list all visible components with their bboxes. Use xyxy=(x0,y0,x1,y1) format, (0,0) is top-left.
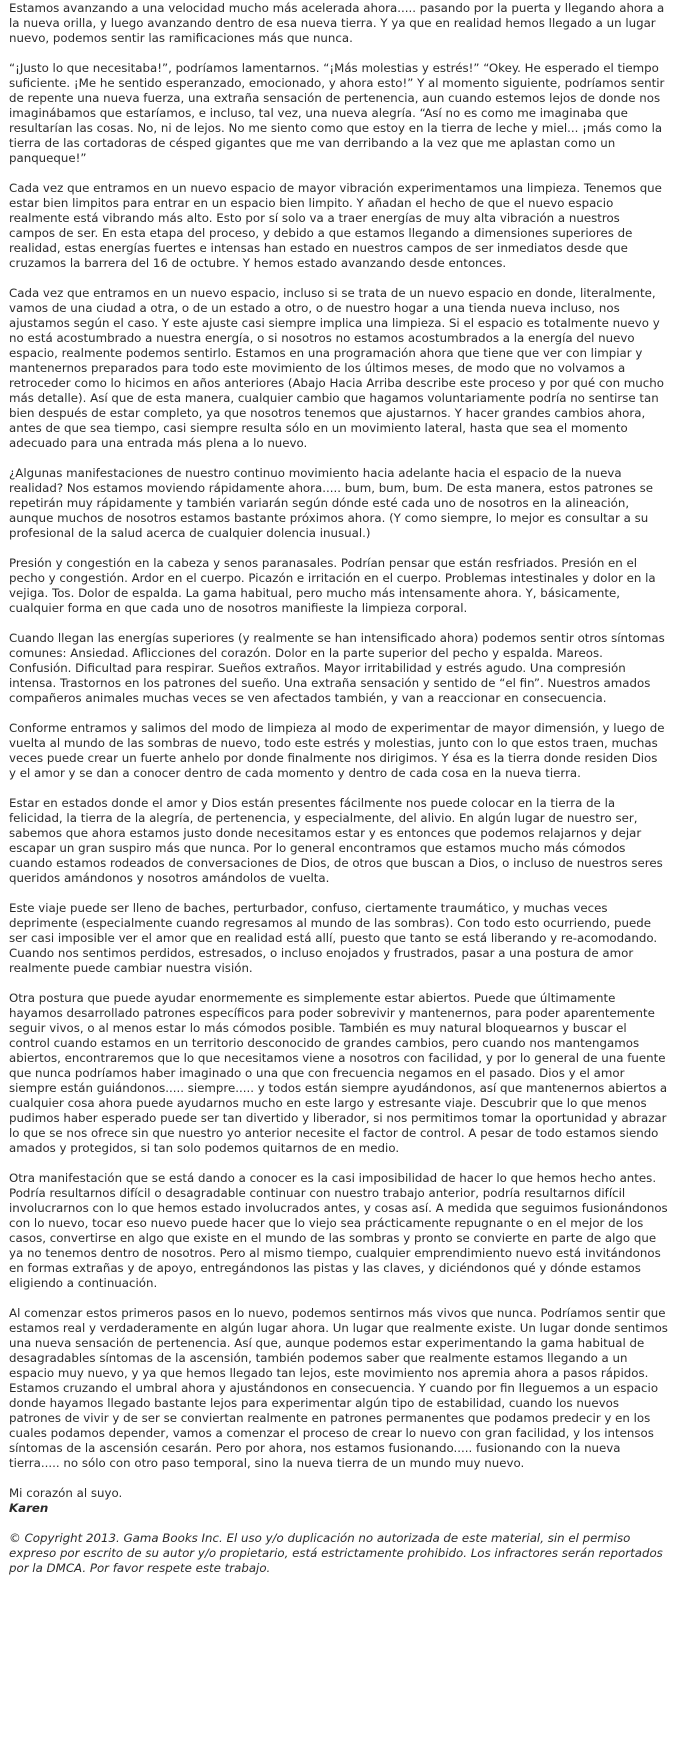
paragraph-5: ¿Algunas manifestaciones de nuestro continuo movimiento hacia adelante hacia el espacio de la nueva realidad? Nos estamos moviendo rápidamente ahora..... bum, bum, bum. De esta manera, estos patrones se repetirán muy rápidamente y también variarán según dónde esté cada uno de nosotros en la alineación, aunque muchos de nosotros estamos bastante próximos ahora. (Y como siempre, lo mejor es consultar a su profesional de la salud acerca de cualquier dolencia inusual.) xyxy=(9,466,654,540)
paragraph-10: Este viaje puede ser lleno de baches, perturbador, confuso, ciertamente traumático, y muchas veces deprimente (especialmente cuando regresamos al mundo de las sombras). Con todo esto ocurriendo, puede ser casi imposible ver el amor que en realidad está allí, puesto que tanto se está liberando y re-acomodando. Cuando nos sentimos perdidos, estresados, o incluso enojados y frustrados, pasar a una postura de amor realmente puede cambiar nuestra visión. xyxy=(9,901,658,975)
copyright-notice: © Copyright 2013. Gama Books Inc. El uso y/o duplicación no autorizada de este material, sin el permiso expreso por escrito de su autor y/o propietario, está estrictamente prohibido. Los infractores serán reportados por la DMCA. Por favor respete este trabajo. xyxy=(9,1531,663,1575)
signature-closing: Mi corazón al suyo. xyxy=(9,1486,123,1500)
paragraph-9: Estar en estados donde el amor y Dios están presentes fácilmente nos puede colocar en la tierra de la felicidad, la tierra de la alegría, de pertenencia, y especialmente, del alivio. En algún lugar de nuestro ser, sabemos que ahora estamos justo donde necesitamos estar y es entonces que podemos relajarnos y dejar escapar un gran suspiro más que nunca. Por lo general encontramos que estamos mucho más cómodos cuando estamos rodeados de conversaciones de Dios, de otros que buscan a Dios, o incluso de nuestros seres queridos amándonos y nosotros amándolos de vuelta. xyxy=(9,796,663,885)
paragraph-2: “¡Justo lo que necesitaba!”, podríamos lamentarnos. “¡Más molestias y estrés!” “Okey. He esperado el tiempo suficiente. ¡Me he sentido esperanzado, emocionado, y ahora esto!” Y al momento siguiente, podríamos sentir de repente una nueva fuerza, una extraña sensación de pertenencia, aun cuando estemos lejos de donde nos imaginábamos que estaríamos, e incluso, tal vez, una nueva alegría. “Así no es como me imaginaba que resultarían las cosas. No, ni de lejos. No me siento como que estoy en la tierra de leche y miel... ¡más como la tierra de las cortadoras de césped gigantes que me van derribando a la vez que me aplastan como un panqueque!” xyxy=(9,61,665,165)
paragraph-13: Al comenzar estos primeros pasos en lo nuevo, podemos sentirnos más vivos que nunca. Podríamos sentir que estamos real y verdaderamente en algún lugar ahora. Un lugar que realmente existe. Un lugar donde sentimos una nueva sensación de pertenencia. Así que, aunque podemos estar experimentando la gama habitual de desagradables síntomas de la ascensión, también podemos saber que realmente estamos llegando a un espacio muy nuevo, y ya que hemos llegado tan lejos, este movimiento nos apremia ahora a pasos rápidos. Estamos cruzando el umbral ahora y ajustándonos en consecuencia. Y cuando por fin lleguemos a un espacio donde hayamos llegado bastante lejos para experimentar algún tipo de estabilidad, cuando los nuevos patrones de vivir y de ser se conviertan realmente en patrones permanentes que podamos predecir y en los cuales podamos depender, vamos a comenzar el proceso de crear lo nuevo con gran facilidad, y los intensos síntomas de la ascensión cesarán. Pero por ahora, nos estamos fusionando..... fusionando con la nueva tierra..... no sólo con otro paso temporal, sino la nueva tierra de un mundo muy nuevo. xyxy=(9,1306,668,1470)
paragraph-8: Conforme entramos y salimos del modo de limpieza al modo de experimentar de mayor dimensión, y luego de vuelta al mundo de las sombras de nuevo, todo este estrés y molestias, junto con lo que estos traen, muchas veces puede crear un fuerte anhelo por donde finalmente nos dirigimos. Y ésa es la tierra donde residen Dios y el amor y se dan a conocer dentro de cada momento y dentro de cada cosa en la nueva tierra. xyxy=(9,721,665,780)
paragraph-6: Presión y congestión en la cabeza y senos paranasales. Podrían pensar que están resfriados. Presión en el pecho y congestión. Ardor en el cuerpo. Picazón e irritación en el cuerpo. Problemas intestinales y dolor en la vejiga. Tos. Dolor de espalda. La gama habitual, pero mucho más intensamente ahora. Y, básicamente, cualquier forma en que cada uno de nosotros manifieste la limpieza corporal. xyxy=(9,556,656,615)
signature-name: Karen xyxy=(9,1501,49,1515)
paragraph-12: Otra manifestación que se está dando a conocer es la casi imposibilidad de hacer lo que hemos hecho antes. Podría resultarnos difícil o desagradable continuar con nuestro trabajo anterior, podría resultarnos difícil involucrarnos con lo que hemos estado involucrados antes, y cosas así. A medida que seguimos fusionándonos con lo nuevo, tocar eso nuevo puede hacer que lo viejo sea prácticamente repugnante o en el mejor de los casos, convertirse en algo que existe en el mundo de las sombras y pronto se convierte en parte de algo que ya no tenemos dentro de nosotros. Pero al mismo tiempo, cualquier emprendimiento nuevo está invitándonos en formas extrañas y de apoyo, entregándonos las pistas y las claves, y diciéndonos qué y dónde estamos eligiendo a continuación. xyxy=(9,1171,668,1290)
paragraph-11: Otra postura que puede ayudar enormemente es simplemente estar abiertos. Puede que últimamente hayamos desarrollado patrones específicos para poder sobrevivir y mantenernos, para poder aparentemente seguir vivos, o al menos estar lo más cómodos posible. También es muy natural bloquearnos y buscar el control cuando estamos en un territorio desconocido de grandes cambios, pero cuando nos mantengamos abiertos, encontraremos que lo que necesitamos viene a nosotros con facilidad, y por lo general de una fuente que nunca podríamos haber imaginado o una que con frecuencia negamos en el pasado. Dios y el amor siempre están guiándonos..... siempre..... y todos están siempre ayudándonos, así que mantenernos abiertos a cualquier cosa ahora puede ayudarnos mucho en este largo y estresante viaje. Descubrir que lo que menos pudimos haber esperado puede ser tan divertido y liberador, si nos permitimos tomar la oportunidad y abrazar lo que se nos ofrece sin que nuestro yo anterior necesite el factor de control. A pesar de todo estamos siendo amados y protegidos, si tan solo podemos quitarnos de en medio. xyxy=(9,991,668,1155)
signature xyxy=(9,1486,668,1516)
paragraph-4: Cada vez que entramos en un nuevo espacio, incluso si se trata de un nuevo espacio en donde, literalmente, vamos de una ciudad a otra, o de un estado a otro, o de nuestro hogar a una tienda nueva incluso, nos ajustamos según el caso. Y este ajuste casi siempre implica una limpieza. Si el espacio es totalmente nuevo y no está acostumbrado a nuestra energía, o si nosotros no estamos acostumbrados a la energía del nuevo espacio, realmente podemos sentirlo. Estamos en una programación ahora que tiene que ver con limpiar y mantenernos preparados para todo este movimiento de los últimos meses, de modo que no volvamos a retroceder como lo hicimos en años anteriores (Abajo Hacia Arriba describe este proceso y por qué con mucho más detalle). Así que de esta manera, cualquier cambio que hagamos voluntariamente podría no sentirse tan bien después de estar completo, ya que nosotros tenemos que ajustarnos. Y hacer grandes cambios ahora, antes de que sea tiempo, casi siempre resulta sólo en un movimiento lateral, hasta que sea el momento adecuado para una entrada más plena a lo nuevo. xyxy=(9,286,664,450)
paragraph-7: Cuando llegan las energías superiores (y realmente se han intensificado ahora) podemos sentir otros síntomas comunes: Ansiedad. Aflicciones del corazón. Dolor en la parte superior del pecho y espalda. Mareos. Confusión. Dificultad para respirar. Sueños extraños. Mayor irritabilidad y estrés agudo. Una compresión intensa. Trastornos en los patrones del sueño. Una extraña sensación y sentido de “el fin”. Nuestros amados compañeros animales muchas veces se ven afectados también, y van a reaccionar en consecuencia. xyxy=(9,631,665,705)
paragraph-3: Cada vez que entramos en un nuevo espacio de mayor vibración experimentamos una limpieza. Tenemos que estar bien limpitos para entrar en un espacio bien limpito. Y añadan el hecho de que el nuevo espacio realmente está vibrando más alto. Esto por sí solo va a traer energías de muy alta vibración a nuestros campos de ser. En esta etapa del proceso, y debido a que estamos llegando a dimensiones superiores de realidad, estas energías fuertes e intensas han estado en nuestros campos de ser inmediatos desde que cruzamos la barrera del 16 de octubre. Y hemos estado avanzando desde entonces. xyxy=(9,181,662,270)
paragraph-1: Estamos avanzando a una velocidad mucho más acelerada ahora..... pasando por la puerta y llegando ahora a la nueva orilla, y luego avanzando dentro de esa nueva tierra. Y ya que en realidad hemos llegado a un lugar nuevo, podemos sentir las ramificaciones más que nunca. xyxy=(9,1,665,45)
